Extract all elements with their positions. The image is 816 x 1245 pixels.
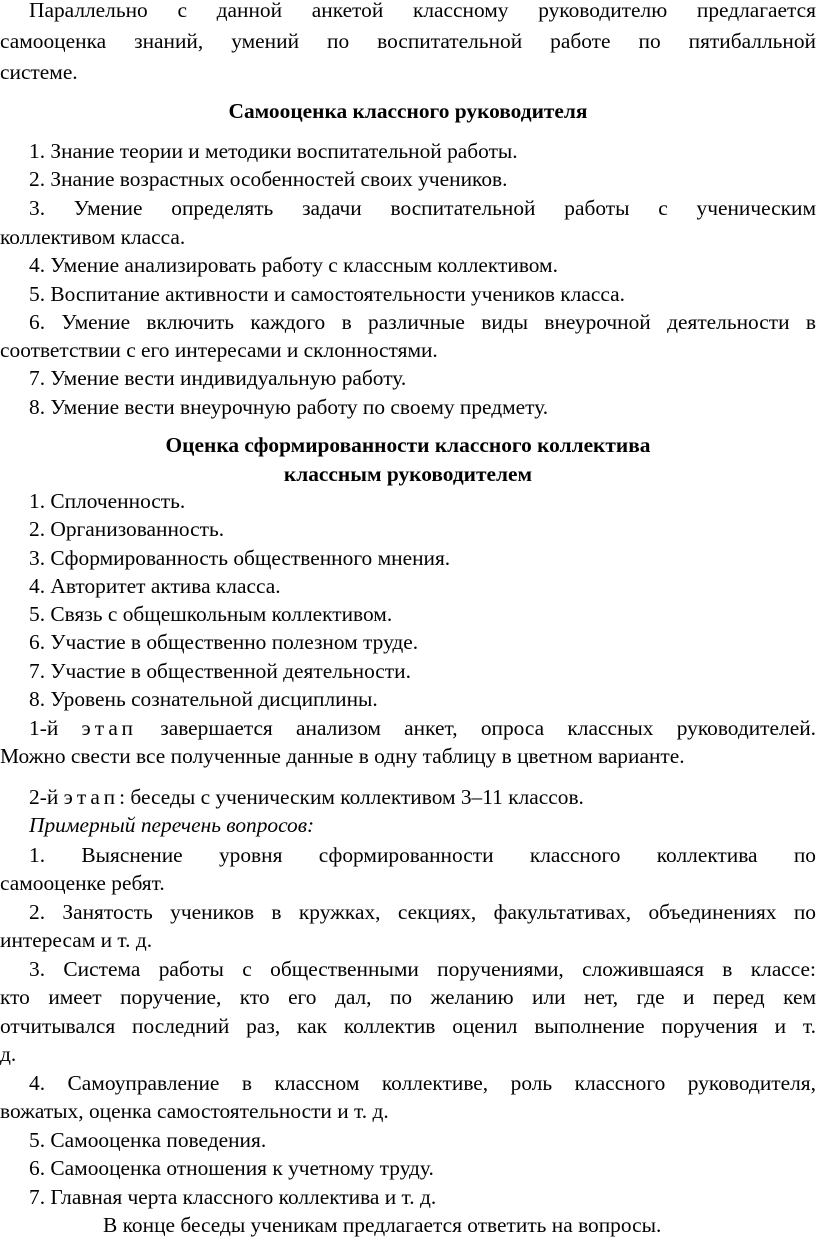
intro-line-2: самооценка знаний, умений по воспитательной работе по пятибалльной bbox=[0, 29, 816, 53]
stage-2-prefix: 2-й bbox=[29, 785, 59, 809]
question-item: 2. Занятость учеников в кружках, секциях, факультативах, объединениях по bbox=[29, 900, 816, 924]
stage-2-line bbox=[0, 783, 816, 811]
question-item: 3. Система работы с общественными поручениями, сложившаяся в классе: bbox=[29, 957, 816, 981]
list-item-continuation: коллективом класса. bbox=[0, 225, 186, 249]
question-item-continuation: д. bbox=[0, 1042, 17, 1066]
list-item: 7. Участие в общественной деятельности. bbox=[29, 659, 411, 683]
list-item: 6. Умение включить каждого в различные виды внеурочной деятельности в bbox=[29, 310, 816, 334]
stage-2-text: : беседы с ученическим коллективом 3–11 классов. bbox=[119, 785, 584, 809]
question-item-continuation: интересам и т. д. bbox=[0, 928, 153, 952]
question-item: 1. Выяснение уровня сформированности классного коллектива по bbox=[29, 843, 816, 867]
stage-1-line-2: Можно свести все полученные данные в одну таблицу в цветном варианте. bbox=[0, 744, 685, 768]
question-item-continuation: отчитывался последний раз, как коллектив оценил выполнение поручения и т. bbox=[0, 1014, 816, 1038]
list-item: 8. Умение вести внеурочную работу по своему предмету. bbox=[29, 395, 549, 419]
list-item: 4. Авторитет актива класса. bbox=[29, 574, 281, 598]
questions-subtitle: Примерный перечень вопросов: bbox=[29, 813, 315, 837]
question-item: 7. Главная черта классного коллектива и т. д. bbox=[29, 1185, 437, 1209]
question-item-continuation: вожатых, оценка самостоятельности и т. д. bbox=[0, 1099, 389, 1123]
stage-2-word: этап bbox=[63, 785, 120, 809]
question-item-continuation: кто имеет поручение, кто его дал, по желанию или нет, где и перед кем bbox=[0, 985, 816, 1009]
list-item: 6. Участие в общественно полезном труде. bbox=[29, 630, 419, 654]
list-item: 5. Связь с общешкольным коллективом. bbox=[29, 602, 393, 626]
intro-line-3: системе. bbox=[0, 60, 78, 84]
stage-1-prefix: 1-й bbox=[29, 716, 59, 740]
list-item: 2. Знание возрастных особенностей своих учеников. bbox=[29, 167, 508, 191]
list-item: 8. Уровень сознательной дисциплины. bbox=[29, 687, 378, 711]
list-item: 2. Организованность. bbox=[29, 517, 225, 541]
list-item: 7. Умение вести индивидуальную работу. bbox=[29, 366, 407, 390]
list-item: 1. Сплоченность. bbox=[29, 489, 186, 513]
stage-1-text: завершается анализом анкет, опроса классных руководителей. bbox=[160, 716, 816, 740]
list-item: 3. Умение определять задачи воспитательной работы с ученическим bbox=[29, 196, 816, 220]
question-item: 4. Самоуправление в классном коллективе, роль классного руководителя, bbox=[29, 1071, 816, 1095]
list-item: 4. Умение анализировать работу с классным коллективом. bbox=[29, 253, 558, 277]
question-item: 6. Самооценка отношения к учетному труду. bbox=[29, 1156, 434, 1180]
question-item: 5. Самооценка поведения. bbox=[29, 1128, 267, 1152]
stage-1-line-1 bbox=[0, 714, 816, 742]
list-item: 1. Знание теории и методики воспитательной работы. bbox=[29, 139, 518, 163]
list-item: 5. Воспитание активности и самостоятельности учеников класса. bbox=[29, 282, 625, 306]
stage-1-word: этап bbox=[81, 716, 137, 740]
intro-line-1: Параллельно с данной анкетой классному руководителю предлагается bbox=[29, 0, 816, 22]
section-heading-collective-line-2: классным руководителем bbox=[283, 462, 533, 486]
question-item-continuation: самооценке ребят. bbox=[0, 871, 165, 895]
section-heading-collective-line-1: Оценка сформированности классного коллектива bbox=[165, 433, 651, 457]
section-heading-self-assessment: Самооценка классного руководителя bbox=[228, 99, 588, 123]
list-item: 3. Сформированность общественного мнения. bbox=[29, 546, 451, 570]
closing-line: В конце беседы ученикам предлагается ответить на вопросы. bbox=[103, 1213, 662, 1237]
list-item-continuation: соответствии с его интересами и склонностями. bbox=[0, 338, 438, 362]
